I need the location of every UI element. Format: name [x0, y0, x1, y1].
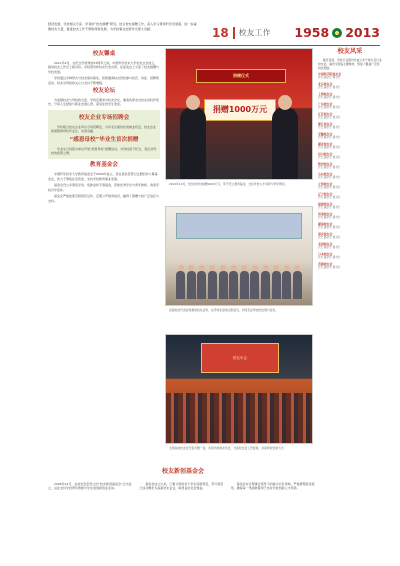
section-education-foundation	[48, 162, 160, 202]
alumni-association-list	[318, 72, 382, 270]
association-name: 中国科学院校友会	[318, 72, 342, 77]
alumni-association-item	[318, 242, 382, 250]
association-members: 会长 副会长 秘书长	[318, 216, 341, 220]
association-name: 河南校友会	[318, 212, 333, 217]
alumni-association-item	[318, 262, 382, 270]
association-members: 会长 副会长 秘书长	[318, 206, 341, 210]
association-members: 会长 副会长 秘书长	[318, 166, 341, 170]
bottom-section-title: 校友新创基金会	[161, 468, 204, 475]
alumni-association-item	[318, 132, 382, 140]
alumni-association-item	[318, 152, 382, 160]
group-photo	[165, 206, 313, 306]
association-name: 江苏校友会	[318, 112, 333, 117]
association-name: 山东校友会	[318, 172, 333, 177]
paragraph: 学校通过多种形式与校友保持联系，积极邀请校友回校参与校庆、讲座、招聘等活动，校友对母校的关心与支持不断增强。	[48, 76, 160, 85]
right-column-intro: 截至目前，学校已在国内外成立多个地方及行业校友会，遍布全国各主要城市，形成了覆盖广泛的校友网络。	[318, 58, 382, 71]
association-name: 重庆校友会	[318, 232, 333, 237]
paragraph: 为加强校友与母校的交流，学校定期举办校友论坛，邀请各界杰出校友返校作报告，分享人生经验与职业发展心得，深受在校学生欢迎。	[48, 98, 160, 107]
section-alumni-forum	[48, 88, 160, 107]
person-left	[180, 107, 206, 179]
association-members: 会长 副会长 秘书长	[318, 176, 341, 180]
bottom-paragraph: 基金会实行理事会领导下的秘书长负责制，严格管理资金使用，确保每一笔捐款都用于支持学校创新人才培养。	[230, 482, 315, 491]
year-end: 2013	[345, 24, 380, 40]
association-members: 会长 副会长 秘书长	[318, 126, 341, 130]
person-right	[272, 107, 298, 179]
section-job-fair	[48, 110, 160, 160]
association-name: 四川校友会	[318, 152, 333, 157]
photo-caption: 各届校友代表返校参加校友活动，在学校礼堂前合影留念，共同见证母校的发展与变化。	[169, 308, 279, 312]
ceremony-banner: 捐赠仪式	[196, 69, 286, 83]
association-members: 会长 副会长 秘书长	[318, 186, 341, 190]
header-rule	[48, 45, 380, 46]
association-members: 会长 副会长 秘书长	[318, 266, 341, 270]
association-name: 香港校友会	[318, 262, 333, 267]
alumni-association-item	[318, 172, 382, 180]
paragraph: 基金会设立多项奖学金、奖教金和专项基金，资助优秀学生与青年教师，改善学校办学条件。	[48, 183, 160, 192]
alumni-association-item	[318, 182, 382, 190]
association-name: 上海校友会	[318, 92, 333, 97]
section-title: 校友企业专场招聘会	[78, 114, 130, 121]
association-name: 天津校友会	[318, 182, 333, 187]
section-title: 校友馨桌	[92, 51, 116, 57]
year-start: 1958	[294, 24, 330, 40]
paragraph: 毕业生以班级为单位开展“感恩母校”捐赠活动，为母校留下纪念，表达对母校的感恩之情。	[51, 146, 157, 156]
alumni-association-item	[318, 192, 382, 200]
association-name: 美国校友会	[318, 242, 333, 247]
donation-check: 捐赠1000万元	[204, 99, 276, 121]
association-members: 会长 副会长 秘书长	[318, 76, 341, 80]
alumni-association-item	[318, 92, 382, 100]
alumni-association-item	[318, 142, 382, 150]
association-members: 会长 副会长 秘书长	[318, 116, 341, 120]
section-title: “感恩母校”毕业生首次捐赠	[69, 136, 139, 143]
alumni-association-item	[318, 162, 382, 170]
annual-meeting-photo	[165, 334, 313, 444]
photo-column	[165, 48, 313, 450]
association-name: 陕西校友会	[318, 162, 333, 167]
association-members: 会长 副会长 秘书长	[318, 236, 341, 240]
association-name: 湖南校友会	[318, 222, 333, 227]
donation-ceremony-photo	[165, 48, 313, 180]
association-members: 会长 副会长 秘书长	[318, 226, 341, 230]
alumni-association-item	[318, 202, 382, 210]
audience	[166, 393, 312, 443]
page-header	[212, 24, 380, 42]
building-backdrop	[176, 213, 302, 239]
alumni-association-item	[318, 252, 382, 260]
bottom-paragraph: 2006年12月，由校友发起设立的“校友新创基金会”正式成立，旨在支持学校青年教师与学生的创新创业活动。	[48, 482, 132, 491]
paragraph: 学校联合校友企业举办专场招聘会，为毕业生提供优质就业机会，校友企业积极吸纳母校毕业生，实现双赢。	[51, 124, 157, 134]
association-members: 会长 副会长 秘书长	[318, 96, 341, 100]
association-name: 安徽校友会	[318, 132, 333, 137]
meeting-screen: 校友年会	[201, 343, 279, 373]
alumni-association-item	[318, 102, 382, 110]
association-name: 湖北校友会	[318, 142, 333, 147]
alumni-association-item	[318, 72, 382, 80]
alumni-association-item	[318, 82, 382, 90]
right-column	[318, 48, 382, 270]
association-name: 浙江校友会	[318, 122, 333, 127]
association-name: 北京校友会	[318, 82, 333, 87]
alumni-association-item	[318, 222, 382, 230]
intro-text: 经济发展，学校相关专家、学者的“校友捐赠”研究，结合校友捐赠工作，深入学习贯彻科学发展观，进一步凝聚校友力量，推进校友工作不断取得新发展，为学校事业发展作出更大贡献。	[48, 22, 197, 31]
alumni-association-item	[318, 232, 382, 240]
photo-caption: 2012年10月，校友向学校捐赠1000万元，用于设立教育基金，支持学校人才培养与科学研究。	[169, 182, 288, 186]
left-column	[48, 48, 160, 205]
association-name: 辽宁校友会	[318, 192, 333, 197]
paragraph: 基金会严格按照章程规范运作，定期公开财务信息，赢得了捐赠方的广泛信任与支持。	[48, 194, 160, 203]
alumni-association-item	[318, 212, 382, 220]
section-title: 校友论坛	[92, 88, 116, 95]
university-logo-icon	[332, 28, 342, 38]
photo-caption: 全国各地校友会代表齐聚一堂，共同出席校友年会，交流校友会工作经验，共谋母校发展大计。	[169, 446, 287, 450]
association-name: 日本校友会	[318, 252, 333, 257]
association-name: 广东校友会	[318, 102, 333, 107]
group-people	[176, 259, 302, 299]
bottom-paragraph: 基金会成立以来，已累计资助多个学生创新项目，部分项目已成功孵化为高新技术企业，取得良好社会效益。	[139, 482, 224, 491]
association-members: 会长 副会长 秘书长	[318, 136, 341, 140]
association-members: 会长 副会长 秘书长	[318, 246, 341, 250]
section-alumni-gathering	[48, 51, 160, 85]
bottom-section-body	[48, 482, 316, 491]
association-members: 会长 副会长 秘书长	[318, 106, 341, 110]
association-name: 福建校友会	[318, 202, 333, 207]
alumni-association-item	[318, 122, 382, 130]
section-title: 教育基金会	[90, 162, 118, 169]
association-members: 会长 副会长 秘书长	[318, 256, 341, 260]
association-members: 会长 副会长 秘书长	[318, 86, 341, 90]
association-members: 会长 副会长 秘书长	[318, 156, 341, 160]
header-divider	[233, 27, 235, 39]
page-number: 18	[212, 25, 229, 40]
paragraph: 2011年4月，在纪念学校建校53周年之际，中国科学技术大学校友总会成立，推动校友工作迈上新台阶。学校领导和校友代表出席，在座谈会上交流了校友捐赠与学校发展。	[48, 61, 160, 74]
section-label: 校友工作	[238, 27, 271, 37]
paragraph: 中国科学技术大学教育基金会于2009年成立，是在民政部登记注册的非公募基金会，致力于筹集社会资金，支持学校教育事业发展。	[48, 172, 158, 181]
right-column-title: 校友风采	[337, 48, 363, 55]
alumni-association-item	[318, 112, 382, 120]
association-members: 会长 副会长 秘书长	[318, 146, 341, 150]
anniversary-years	[294, 24, 380, 40]
association-members: 会长 副会长 秘书长	[318, 196, 341, 200]
